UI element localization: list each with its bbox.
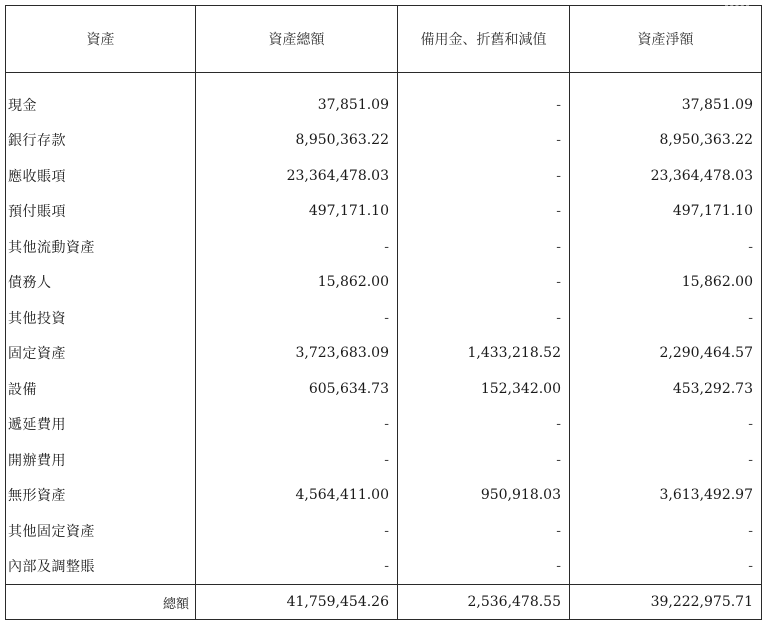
asset-statement-sheet <box>5 5 761 613</box>
cell-total: 4,564,411.00 <box>196 478 398 514</box>
cell-net: 23,364,478.03 <box>570 158 762 194</box>
total-label: 總額 <box>6 585 196 620</box>
row-label: 現金 <box>6 73 196 123</box>
cell-net: 15,862.00 <box>570 265 762 301</box>
table-row <box>6 478 762 514</box>
asset-table <box>5 5 762 620</box>
cell-total: 15,862.00 <box>196 265 398 301</box>
cell-allowance: - <box>398 300 570 336</box>
cell-total: - <box>196 407 398 443</box>
header-total: 資產總額 <box>196 6 398 73</box>
row-label: 遞延費用 <box>6 407 196 443</box>
cell-allowance: - <box>398 442 570 478</box>
cell-net: 8,950,363.22 <box>570 123 762 159</box>
cell-total: 8,950,363.22 <box>196 123 398 159</box>
row-label: 其他流動資產 <box>6 229 196 265</box>
row-label: 其他固定資產 <box>6 513 196 549</box>
table-row <box>6 265 762 301</box>
cell-allowance: - <box>398 407 570 443</box>
table-row <box>6 123 762 159</box>
cell-allowance: - <box>398 73 570 123</box>
total-allowance: 2,536,478.55 <box>398 585 570 620</box>
row-label: 內部及調整賬 <box>6 549 196 585</box>
cell-allowance: - <box>398 123 570 159</box>
total-net: 39,222,975.71 <box>570 585 762 620</box>
cell-total: 605,634.73 <box>196 371 398 407</box>
row-label: 銀行存款 <box>6 123 196 159</box>
header-row <box>6 6 762 73</box>
page-corner-mark <box>725 5 749 8</box>
total-row <box>6 585 762 620</box>
cell-net: 453,292.73 <box>570 371 762 407</box>
cell-total: - <box>196 549 398 585</box>
cell-allowance: - <box>398 194 570 230</box>
cell-total: 497,171.10 <box>196 194 398 230</box>
cell-allowance: 950,918.03 <box>398 478 570 514</box>
table-row <box>6 442 762 478</box>
cell-total: - <box>196 442 398 478</box>
table-row <box>6 336 762 372</box>
cell-net: - <box>570 513 762 549</box>
table-row <box>6 158 762 194</box>
cell-net: - <box>570 300 762 336</box>
cell-total: - <box>196 513 398 549</box>
cell-net: - <box>570 407 762 443</box>
table-row <box>6 229 762 265</box>
table-row <box>6 300 762 336</box>
row-label: 固定資產 <box>6 336 196 372</box>
row-label: 預付賬項 <box>6 194 196 230</box>
cell-total: - <box>196 300 398 336</box>
header-net: 資產淨額 <box>570 6 762 73</box>
row-label: 應收賬項 <box>6 158 196 194</box>
row-label: 債務人 <box>6 265 196 301</box>
cell-allowance: 1,433,218.52 <box>398 336 570 372</box>
cell-allowance: - <box>398 265 570 301</box>
table-row <box>6 407 762 443</box>
cell-total: 3,723,683.09 <box>196 336 398 372</box>
row-label: 設備 <box>6 371 196 407</box>
header-asset: 資產 <box>6 6 196 73</box>
cell-allowance: - <box>398 549 570 585</box>
cell-net: 2,290,464.57 <box>570 336 762 372</box>
table-row <box>6 194 762 230</box>
cell-net: 37,851.09 <box>570 73 762 123</box>
cell-net: 497,171.10 <box>570 194 762 230</box>
cell-net: 3,613,492.97 <box>570 478 762 514</box>
header-allowance: 備用金、折舊和減值 <box>398 6 570 73</box>
cell-total: 23,364,478.03 <box>196 158 398 194</box>
cell-allowance: - <box>398 158 570 194</box>
cell-net: - <box>570 549 762 585</box>
cell-total: 37,851.09 <box>196 73 398 123</box>
cell-net: - <box>570 442 762 478</box>
table-row <box>6 73 762 123</box>
cell-net: - <box>570 229 762 265</box>
row-label: 無形資產 <box>6 478 196 514</box>
table-row <box>6 549 762 585</box>
table-row <box>6 371 762 407</box>
cell-allowance: - <box>398 513 570 549</box>
row-label: 開辦費用 <box>6 442 196 478</box>
cell-total: - <box>196 229 398 265</box>
total-gross: 41,759,454.26 <box>196 585 398 620</box>
cell-allowance: 152,342.00 <box>398 371 570 407</box>
table-body <box>6 73 762 585</box>
row-label: 其他投資 <box>6 300 196 336</box>
cell-allowance: - <box>398 229 570 265</box>
table-row <box>6 513 762 549</box>
